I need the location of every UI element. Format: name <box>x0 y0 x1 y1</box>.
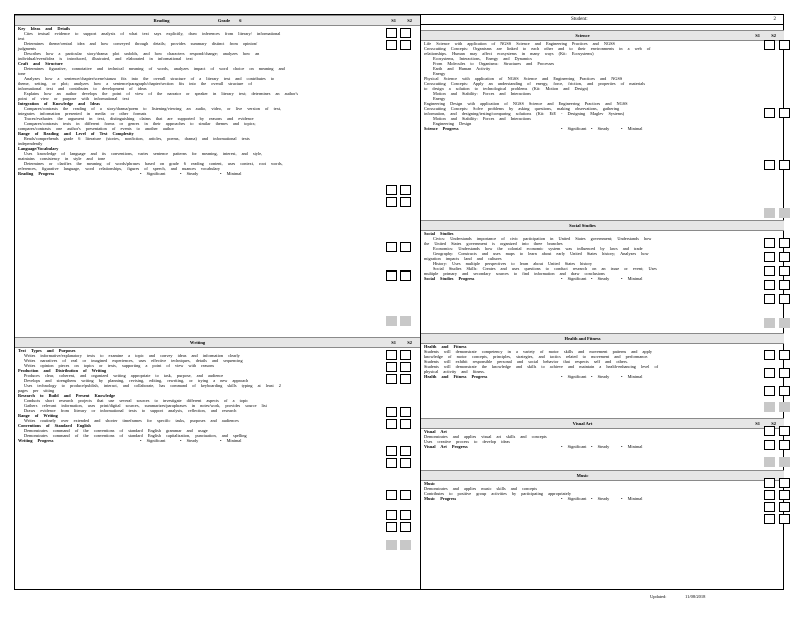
standard-line: Reads/comprehends grade 6 literature (stories, nonfiction, articles, poems, drama) and informational texts <box>24 136 250 141</box>
science-lines <box>421 41 784 131</box>
standard-heading: Text Types and Purposes <box>18 348 76 353</box>
grade-checkbox[interactable] <box>400 362 411 372</box>
report-card-page <box>14 14 784 590</box>
rating-option-steady: Steady <box>597 374 610 379</box>
standard-line: physical activity and fitness. <box>424 369 485 374</box>
visual-section <box>421 418 784 449</box>
science-title: Science <box>575 33 590 38</box>
standard-heading: Key Ideas and Details <box>18 26 70 31</box>
standard-line: Compares/contrasts the reading of a story/drama/poem to listening/viewing an audio, video, or live version of text, <box>24 106 282 111</box>
social-section <box>421 220 784 281</box>
rating-marker-icon: • <box>621 496 628 501</box>
standard-line: Geography: Constructs and uses maps to learn about early United States history; Analyzes how <box>433 251 649 256</box>
left-column <box>15 15 420 589</box>
standard-line: Develops and strengthens writing by planning, revising, editing, rewriting, or trying a new approach <box>24 378 249 383</box>
s1-label: S1 <box>755 421 760 426</box>
standard-line: Uses knowledge of language and its conventions, varies sentence patterns for meaning, interest, and style, <box>24 151 263 156</box>
rating-option-steady: Steady <box>597 444 610 449</box>
standard-line: Energy <box>433 71 446 76</box>
science-section <box>421 30 784 131</box>
grade-checkbox[interactable] <box>764 40 775 50</box>
rating-marker-icon: • <box>591 444 598 449</box>
grade-checkbox[interactable] <box>386 242 397 252</box>
grade-checkbox[interactable] <box>779 266 790 276</box>
grade-checkbox[interactable] <box>779 252 790 262</box>
visual-header <box>421 418 784 429</box>
standard-line: Economics: Understands how the colonial economic system was influenced by laws and trade <box>433 246 643 251</box>
grade-checkbox[interactable] <box>764 502 775 512</box>
rating-option-significant: Significant <box>567 496 587 501</box>
grade-checkbox[interactable] <box>764 478 775 488</box>
standard-line: judgments <box>18 46 36 51</box>
grade-checkbox[interactable] <box>764 252 775 262</box>
rating-option-steady: Steady <box>597 276 610 281</box>
progress-cell[interactable] <box>779 457 790 467</box>
standard-line: Engineering Design with application of NGSS Science and Engineering Practices and NGSS <box>424 101 628 106</box>
grade-checkbox[interactable] <box>779 280 790 290</box>
rating-option-significant: Significant <box>567 444 587 449</box>
grade-checkbox[interactable] <box>400 185 411 195</box>
standard-line: Energy <box>433 96 446 101</box>
progress-cell[interactable] <box>386 316 397 326</box>
standard-line: Uses technology to produce/publish, interact, and collaborate, has command of keyboarding skills typing at least 2 <box>24 383 281 388</box>
standard-line: Earth and Human Activity <box>433 66 491 71</box>
social-lines <box>421 231 784 281</box>
standard-line: to design a solution to technological problems (Kit: Motion and Design) <box>424 86 589 91</box>
grade-checkbox[interactable] <box>764 294 775 304</box>
health-section <box>421 333 784 379</box>
standard-heading: Research to Build and Present Knowledge <box>18 393 116 398</box>
standard-heading: Range of Reading and Level of Text Complexity <box>18 131 134 136</box>
grade-checkbox[interactable] <box>764 368 775 378</box>
social-title: Social Studies <box>569 223 596 228</box>
grade-checkbox[interactable] <box>764 490 775 500</box>
rating-option-significant: Significant <box>567 126 587 131</box>
standard-line: From Molecules to Organisms: Structures and Processes <box>433 61 555 66</box>
progress-row <box>421 496 784 501</box>
grade-checkbox[interactable] <box>764 386 775 396</box>
standard-heading: Language/Vocabulary <box>18 146 59 151</box>
progress-cell[interactable] <box>779 208 790 218</box>
grade-checkbox[interactable] <box>386 374 397 384</box>
grade-checkbox[interactable] <box>779 426 790 436</box>
standard-line: Determines theme/central idea and how conveyed through details; provides summary distinct from opinion/ <box>24 41 258 46</box>
grade-checkbox[interactable] <box>779 502 790 512</box>
health-title: Health and Fitness <box>564 336 601 341</box>
standard-line: compares/contrasts one author's presentation of events to another author <box>18 126 174 131</box>
standard-line: point of view or purpose with informational text <box>18 96 129 101</box>
grade-checkbox[interactable] <box>764 280 775 290</box>
s1-label: S1 <box>391 340 396 345</box>
grade-checkbox[interactable] <box>400 242 411 252</box>
standard-line: Crosscutting Concepts: Solve problems by asking questions, making observations, gathering <box>424 106 620 111</box>
rating-marker-icon: • <box>140 171 147 176</box>
rating-option-significant: Significant <box>146 171 166 176</box>
rating-marker-icon: • <box>591 126 598 131</box>
rating-marker-icon: • <box>621 276 628 281</box>
grade-checkbox[interactable] <box>400 40 411 50</box>
standard-line: independently <box>18 141 43 146</box>
student-label: Student: <box>571 17 588 22</box>
music-header <box>421 470 784 481</box>
writing-header <box>15 337 420 348</box>
grade-label: Grade <box>217 18 231 23</box>
rating-option-significant: Significant <box>567 374 587 379</box>
s2-label: S2 <box>407 340 412 345</box>
standard-line: Students will demonstrate the knowledge and skills to achieve and maintain a health-enhancing level of <box>424 364 659 369</box>
progress-row <box>15 171 420 176</box>
rating-marker-icon: • <box>220 171 227 176</box>
grade-checkbox[interactable] <box>400 197 411 207</box>
s1-label: S1 <box>755 33 760 38</box>
standard-line: Determines or clarifies the meaning of words/phrases based on grade 6 reading content, uses context, root words, <box>24 161 283 166</box>
standard-line: Gathers relevant information, uses print/digital sources, summarizes/paraphrases in notes/work, provides source list <box>24 403 267 408</box>
s2-label: S2 <box>407 18 412 23</box>
standard-line: Civics: Understands importance of civic participation in United States government; Understands how <box>433 236 652 241</box>
music-section <box>421 470 784 501</box>
grade-checkbox[interactable] <box>400 350 411 360</box>
grade-checkbox[interactable] <box>764 238 775 248</box>
standard-line: Demonstrates and applies visual art skills and concepts <box>424 434 547 439</box>
standard-line: Students will exhibit responsible personal and social behavior that respects self and others. <box>424 359 628 364</box>
progress-label: Music Progress <box>424 496 457 501</box>
writing-title: Writing <box>189 340 206 345</box>
grade-checkbox[interactable] <box>386 407 397 417</box>
rating-option-steady: Steady <box>186 171 199 176</box>
grade-checkbox[interactable] <box>779 108 790 118</box>
rating-marker-icon: • <box>591 374 598 379</box>
progress-label: Writing Progress <box>18 438 54 443</box>
standard-line: tone <box>18 71 26 76</box>
grade-checkbox[interactable] <box>764 514 775 524</box>
grade-checkbox[interactable] <box>779 238 790 248</box>
reading-title: Reading <box>153 18 170 23</box>
grade-checkbox[interactable] <box>779 478 790 488</box>
rating-marker-icon: • <box>621 374 628 379</box>
grade-checkbox[interactable] <box>779 514 790 524</box>
standard-line: migration impacts land and cultures <box>424 256 502 261</box>
reading-section <box>15 15 420 176</box>
standard-line: information, and designing/testing/comparing solutions (Kit: EiE - Designing Maglev Systems) <box>424 111 625 116</box>
grade-checkbox[interactable] <box>779 350 790 360</box>
grade-checkbox[interactable] <box>386 490 397 500</box>
rating-marker-icon: • <box>561 276 568 281</box>
grade-checkbox[interactable] <box>400 419 411 429</box>
standard-line: Draws evidence from literary or informational texts to support analysis, reflection, and research <box>24 408 237 413</box>
grade-checkbox[interactable] <box>386 458 397 468</box>
progress-cell[interactable] <box>400 316 411 326</box>
rating-option-significant: Significant <box>146 438 166 443</box>
student-row <box>421 15 784 25</box>
grade-checkbox[interactable] <box>779 294 790 304</box>
grade-checkbox[interactable] <box>400 490 411 500</box>
progress-cell[interactable] <box>400 540 411 550</box>
standard-heading: Visual Art <box>424 429 447 434</box>
health-header <box>421 333 784 344</box>
grade-checkbox[interactable] <box>779 490 790 500</box>
grade-checkbox[interactable] <box>400 374 411 384</box>
standard-line: Conducts short research projects that use several sources to investigate different aspects of a topic <box>24 398 249 403</box>
standard-line: references, figurative language, word relationships, figures of speech, and nuances vocabulary <box>18 166 221 171</box>
grade-checkbox[interactable] <box>764 266 775 276</box>
grade-checkbox[interactable] <box>764 426 775 436</box>
standard-heading: Music <box>424 481 436 486</box>
standard-line: Contributes to positive group activities by participating appropriately <box>424 491 571 496</box>
social-header <box>421 220 784 231</box>
standard-line: Produces clear, coherent, and organized writing appropriate to task, purpose, and audience <box>24 373 224 378</box>
updated-label: Updated: <box>650 594 667 599</box>
grade-checkbox[interactable] <box>400 446 411 456</box>
grade-checkbox[interactable] <box>386 446 397 456</box>
grade-checkbox[interactable] <box>764 440 775 450</box>
progress-cell[interactable] <box>764 208 775 218</box>
rating-marker-icon: • <box>621 126 628 131</box>
rating-marker-icon: • <box>621 444 628 449</box>
standard-line: Engineering Design <box>433 121 472 126</box>
grade-checkbox[interactable] <box>779 368 790 378</box>
standard-line: Writes narratives of real or imagined experiences, uses effective techniques, details and sequencing <box>24 358 243 363</box>
grade-checkbox[interactable] <box>400 458 411 468</box>
rating-option-minimal: Minimal <box>226 438 242 443</box>
standard-line: Demonstrates command of the conventions of standard English grammar and usage <box>24 428 208 433</box>
rating-option-minimal: Minimal <box>226 171 242 176</box>
s2-label: S2 <box>771 33 776 38</box>
standard-line: individual/event/idea is introduced, illustrated, and elaborated in informational text <box>18 56 193 61</box>
standard-line: maintains consistency in style and tone <box>18 156 106 161</box>
rating-option-steady: Steady <box>597 496 610 501</box>
grade-checkbox[interactable] <box>386 510 397 520</box>
standard-line: Crosscutting Concepts: Apply an understanding of energy, force, friction, and properties of materials <box>424 81 646 86</box>
grade-checkbox[interactable] <box>386 350 397 360</box>
standard-line: Physical Science with application of NGSS Science and Engineering Practices and NGSS <box>424 76 623 81</box>
progress-label: Visual Art Progress <box>424 444 468 449</box>
standard-line: Motion and Stability: Forces and Interactions <box>433 91 531 96</box>
grade-checkbox[interactable] <box>400 522 411 532</box>
rating-marker-icon: • <box>180 171 187 176</box>
grade-checkbox[interactable] <box>400 28 411 38</box>
grade-checkbox[interactable] <box>386 197 397 207</box>
standard-line: Life Science with application of NGSS Science and Engineering Practices and NGSS <box>424 41 615 46</box>
rating-marker-icon: • <box>561 496 568 501</box>
grade-checkbox[interactable] <box>386 185 397 195</box>
standard-line: Cites textual evidence to support analysis of what text says explicitly, draw inferences from literary/ informational <box>24 31 281 36</box>
standard-line: Compares/contrasts texts in different forms or genres in their approaches to similar themes and topics; <box>24 121 256 126</box>
grade-checkbox[interactable] <box>779 40 790 50</box>
standard-line: Explains how an author develops the point of view of the narrator or speaker in literary text; determines an author's <box>24 91 299 96</box>
standard-heading: Range of Writing <box>18 413 58 418</box>
s2-label: S2 <box>771 421 776 426</box>
right-column <box>420 15 784 589</box>
writing-section <box>15 337 420 443</box>
standard-line: History: Uses multiple perspectives to learn about United States history <box>433 261 593 266</box>
rating-option-minimal: Minimal <box>627 276 643 281</box>
grade-checkbox[interactable] <box>386 271 397 281</box>
page-number: 2 <box>773 17 776 22</box>
standard-line: pages per sitting <box>18 388 55 393</box>
grade-checkbox[interactable] <box>386 522 397 532</box>
reading-header <box>15 15 420 26</box>
rating-option-minimal: Minimal <box>627 374 643 379</box>
standard-heading: Integration of Knowledge and Ideas <box>18 101 100 106</box>
reading-lines <box>15 26 420 176</box>
grade-checkbox[interactable] <box>764 108 775 118</box>
grade-checkbox[interactable] <box>779 160 790 170</box>
music-title: Music <box>576 473 589 478</box>
visual-title: Visual Art <box>572 421 593 426</box>
progress-cell[interactable] <box>764 318 775 328</box>
standard-line: Motion and Stability: Forces and Interactions <box>433 116 531 121</box>
standard-line: informational text and contributes to development of ideas <box>18 86 147 91</box>
standard-heading: Social Studies <box>424 231 454 236</box>
progress-row <box>421 276 784 281</box>
standard-line: Demonstrates and applies music skills and concepts <box>424 486 538 491</box>
health-lines <box>421 344 784 379</box>
standard-line: multiple primary and secondary sources to find information and draw conclusions <box>424 271 605 276</box>
standard-heading: Craft and Structure <box>18 61 63 66</box>
progress-label: Social Studies Progress <box>424 276 475 281</box>
standard-line: Social Studies Skills: Creates and uses questions to conduct research on an issue or event; Uses <box>433 266 657 271</box>
standard-line: Writes informative/explanatory texts to examine a topic and convey ideas and information clearly <box>24 353 240 358</box>
rating-marker-icon: • <box>591 496 598 501</box>
rating-marker-icon: • <box>140 438 147 443</box>
standard-heading: Production and Distribution of Writing <box>18 368 107 373</box>
standard-line: Uses creative process to develop ideas <box>424 439 510 444</box>
rating-marker-icon: • <box>561 444 568 449</box>
progress-label: Reading Progress <box>18 171 55 176</box>
standard-line: the United States government is organized into three branches <box>424 241 563 246</box>
standard-heading: Conventions of Standard English <box>18 423 91 428</box>
standard-line: theme, setting, or plot; analyzes how a sentence/paragraph/chapter/section fits into the overall structure of <box>18 81 252 86</box>
grade-checkbox[interactable] <box>764 160 775 170</box>
grade-checkbox[interactable] <box>764 350 775 360</box>
grade-checkbox[interactable] <box>386 40 397 50</box>
standard-line: Crosscutting Concepts: Organisms are linked to each other and to their environments in a web of <box>424 46 651 51</box>
s1-label: S1 <box>391 18 396 23</box>
grade-checkbox[interactable] <box>386 419 397 429</box>
standard-line: relationships. Human may affect ecosystems in many ways (Kit: Ecosystems) <box>424 51 594 56</box>
rating-option-minimal: Minimal <box>627 444 643 449</box>
standard-line: Analyzes how a sentence/chapter/scene/stanza fits into the overall structure of a literary text and contributes to <box>24 76 275 81</box>
standard-line: text <box>18 36 25 41</box>
progress-row <box>15 438 420 443</box>
standard-line: Traces/evaluates the argument in text, distinguishing claims that are supported by reasons and evidence <box>24 116 254 121</box>
progress-cell[interactable] <box>764 402 775 412</box>
standard-line: Describes how a particular story/drama plot unfolds, and how characters respond/change; analyzes how an <box>24 51 260 56</box>
standard-heading: Health and Fitness <box>424 344 467 349</box>
visual-lines <box>421 429 784 449</box>
grade-checkbox[interactable] <box>400 510 411 520</box>
rating-option-steady: Steady <box>186 438 199 443</box>
rating-option-minimal: Minimal <box>627 126 643 131</box>
progress-cell[interactable] <box>386 540 397 550</box>
science-header <box>421 30 784 41</box>
standard-line: knowledge of motor concepts, principles, strategies, and tactics related to movement and performance. <box>424 354 649 359</box>
music-lines <box>421 481 784 501</box>
grade-value: 6 <box>239 18 242 23</box>
rating-option-minimal: Minimal <box>627 496 643 501</box>
updated-value: 11/08/2018 <box>685 594 706 599</box>
standard-line: Determines figurative, connotative and technical meaning of words, analyzes impact of word choice on meaning and <box>24 66 285 71</box>
rating-marker-icon: • <box>220 438 227 443</box>
grade-checkbox[interactable] <box>779 440 790 450</box>
standard-line: Students will demonstrate competency in a variety of motor skills and movement patterns and apply <box>424 349 653 354</box>
standard-line: Demonstrates command of the conventions of standard English capitalization, punctuation, and spelling <box>24 433 247 438</box>
progress-cell[interactable] <box>779 402 790 412</box>
grade-checkbox[interactable] <box>779 386 790 396</box>
standard-line: integrates information presented in media or other formats <box>18 111 147 116</box>
progress-label: Science Progress <box>424 126 459 131</box>
standard-line: Writes routinely over extended and shorter timeframes for specific tasks, purposes and audiences <box>24 418 239 423</box>
rating-marker-icon: • <box>591 276 598 281</box>
grade-checkbox[interactable] <box>386 28 397 38</box>
rating-marker-icon: • <box>561 126 568 131</box>
grade-checkbox[interactable] <box>400 407 411 417</box>
progress-row <box>421 374 784 379</box>
grade-checkbox[interactable] <box>400 271 411 281</box>
standard-line: Ecosystems, Interactions, Energy and Dynamics <box>433 56 532 61</box>
rating-marker-icon: • <box>180 438 187 443</box>
rating-option-significant: Significant <box>567 276 587 281</box>
grade-checkbox[interactable] <box>386 362 397 372</box>
progress-cell[interactable] <box>779 318 790 328</box>
progress-row <box>421 126 784 131</box>
rating-option-steady: Steady <box>597 126 610 131</box>
progress-cell[interactable] <box>764 457 775 467</box>
progress-row <box>421 444 784 449</box>
progress-label: Health and Fitness Progress <box>424 374 488 379</box>
standard-line: Writes opinion pieces on topics or texts, supporting a point of view with reasons <box>24 363 215 368</box>
rating-marker-icon: • <box>561 374 568 379</box>
writing-lines <box>15 348 420 443</box>
